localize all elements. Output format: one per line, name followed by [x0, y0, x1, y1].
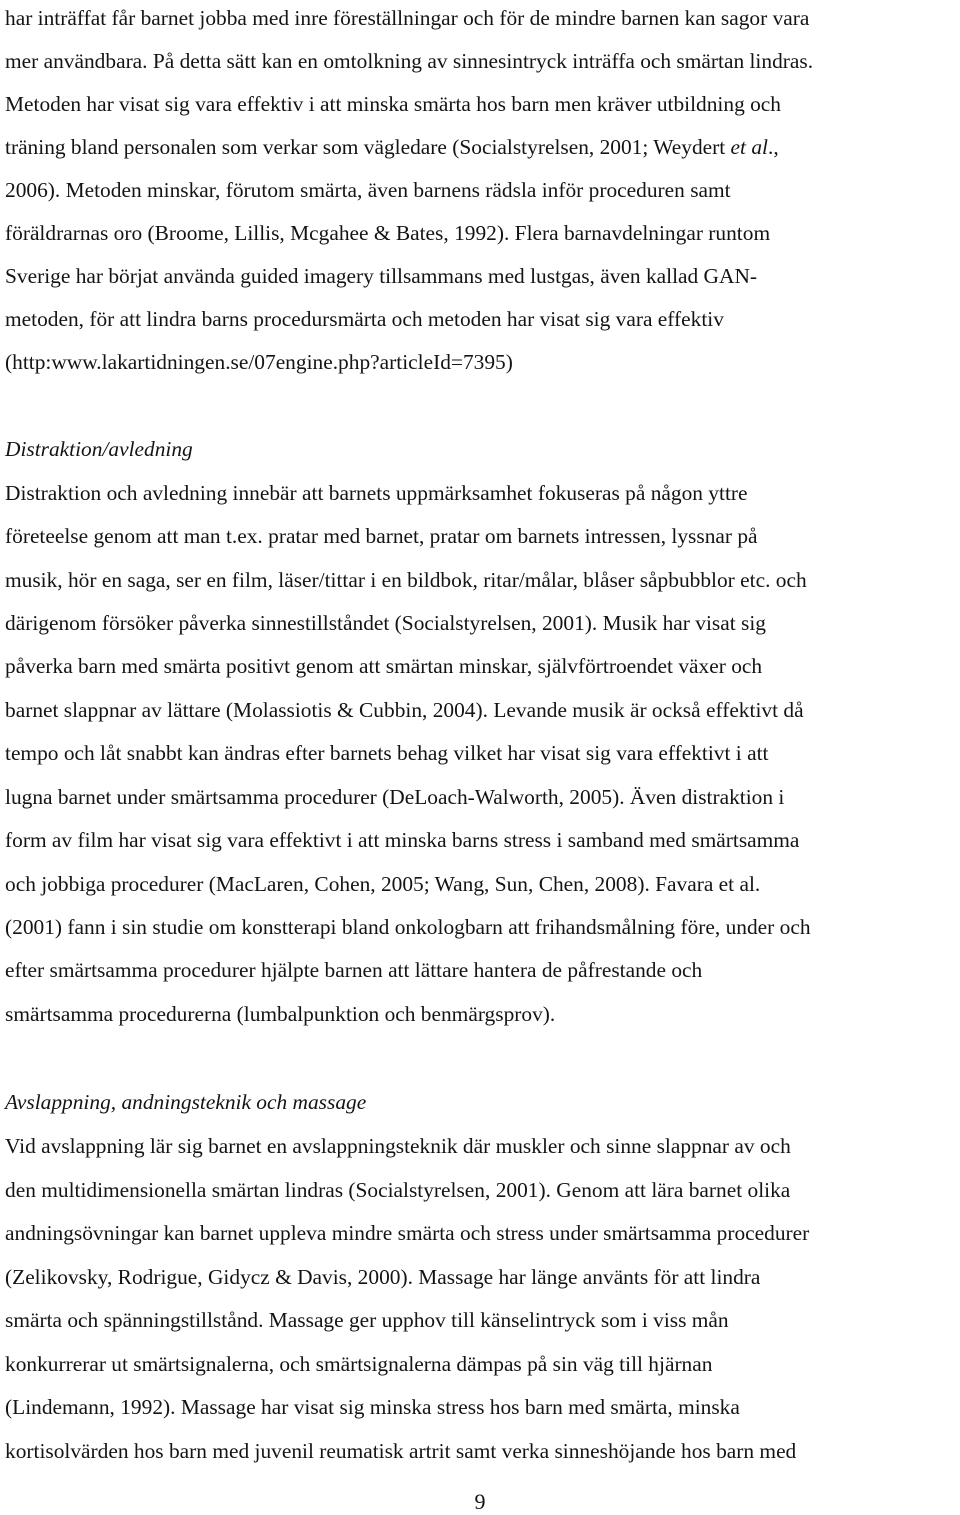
- text-line: 2006). Metoden minskar, förutom smärta, även barnens rädsla inför proceduren samt: [5, 178, 731, 202]
- text-line: därigenom försöker påverka sinnestillståndet (Socialstyrelsen, 2001). Musik har visat sig: [5, 611, 766, 635]
- text-line: Metoden har visat sig vara effektiv i att minska smärta hos barn men kräver utbildning och: [5, 92, 781, 116]
- text-line: musik, hör en saga, ser en film, läser/tittar i en bildbok, ritar/målar, blåser såpbubblor etc. och: [5, 568, 807, 592]
- page-number: 9: [474, 1489, 486, 1514]
- text-line: (Lindemann, 1992). Massage har visat sig minska stress hos barn med smärta, minska: [5, 1395, 740, 1419]
- text-line: Distraktion och avledning innebär att barnets uppmärksamhet fokuseras på någon yttre: [5, 481, 748, 505]
- text-line: andningsövningar kan barnet uppleva mindre smärta och stress under smärtsamma procedurer: [5, 1221, 810, 1245]
- text-line: har inträffat får barnet jobba med inre föreställningar och för de mindre barnen kan sagor vara: [5, 6, 810, 30]
- text-line: efter smärtsamma procedurer hjälpte barnen att lättare hantera de påfrestande och: [5, 958, 703, 982]
- text-line: form av film har visat sig vara effektivt i att minska barns stress i samband med smärtsamma: [5, 828, 800, 852]
- text-line: smärtsamma procedurerna (lumbalpunktion och benmärgsprov).: [5, 1002, 556, 1026]
- text-line: Vid avslappning lär sig barnet en avslappningsteknik där muskler och sinne slappnar av och: [5, 1134, 791, 1158]
- text-line: lugna barnet under smärtsamma procedurer (DeLoach-Walworth, 2005). Även distraktion i: [5, 785, 785, 809]
- text-segment: träning bland personalen som verkar som vägledare (Socialstyrelsen, 2001; Weydert: [5, 135, 731, 159]
- text-line: (2001) fann i sin studie om konstterapi bland onkologbarn att frihandsmålning före, under och: [5, 915, 811, 939]
- text-line: den multidimensionella smärtan lindras (Socialstyrelsen, 2001). Genom att lära barnet olika: [5, 1178, 791, 1202]
- text-line: och jobbiga procedurer (MacLaren, Cohen, 2005; Wang, Sun, Chen, 2008). Favara et al.: [5, 872, 761, 896]
- text-line: (Zelikovsky, Rodrigue, Gidycz & Davis, 2000). Massage har länge använts för att lindra: [5, 1265, 761, 1289]
- text-line: Sverige har börjat använda guided imagery tillsammans med lustgas, även kallad GAN-: [5, 264, 758, 288]
- text-segment: .,: [767, 135, 779, 159]
- italic-citation: et al: [730, 135, 768, 159]
- text-line: tempo och låt snabbt kan ändras efter barnets behag vilket har visat sig vara effektivt i att: [5, 741, 769, 765]
- text-line: mer användbara. På detta sätt kan en omtolkning av sinnesintryck inträffa och smärtan lindras.: [5, 49, 814, 73]
- text-line: kortisolvärden hos barn med juvenil reumatisk artrit samt verka sinneshöjande hos barn med: [5, 1439, 797, 1463]
- text-line: föräldrarnas oro (Broome, Lillis, Mcgahee & Bates, 1992). Flera barnavdelningar runtom: [5, 221, 771, 245]
- text-line: [5, 135, 779, 159]
- section-heading: Distraktion/avledning: [5, 437, 193, 461]
- text-line: (http:www.lakartidningen.se/07engine.php?articleId=7395): [5, 350, 513, 374]
- text-line: påverka barn med smärta positivt genom att smärtan minskar, självförtroendet växer och: [5, 654, 763, 678]
- section-heading: Avslappning, andningsteknik och massage: [5, 1090, 367, 1114]
- text-line: barnet slappnar av lättare (Molassiotis & Cubbin, 2004). Levande musik är också effektivt då: [5, 698, 804, 722]
- text-line: företeelse genom att man t.ex. pratar med barnet, pratar om barnets intressen, lyssnar på: [5, 524, 758, 548]
- text-line: smärta och spänningstillstånd. Massage ger upphov till känselintryck som i viss mån: [5, 1308, 729, 1332]
- text-line: konkurrerar ut smärtsignalerna, och smärtsignalerna dämpas på sin väg till hjärnan: [5, 1352, 713, 1376]
- text-line: metoden, för att lindra barns procedursmärta och metoden har visat sig vara effektiv: [5, 307, 724, 331]
